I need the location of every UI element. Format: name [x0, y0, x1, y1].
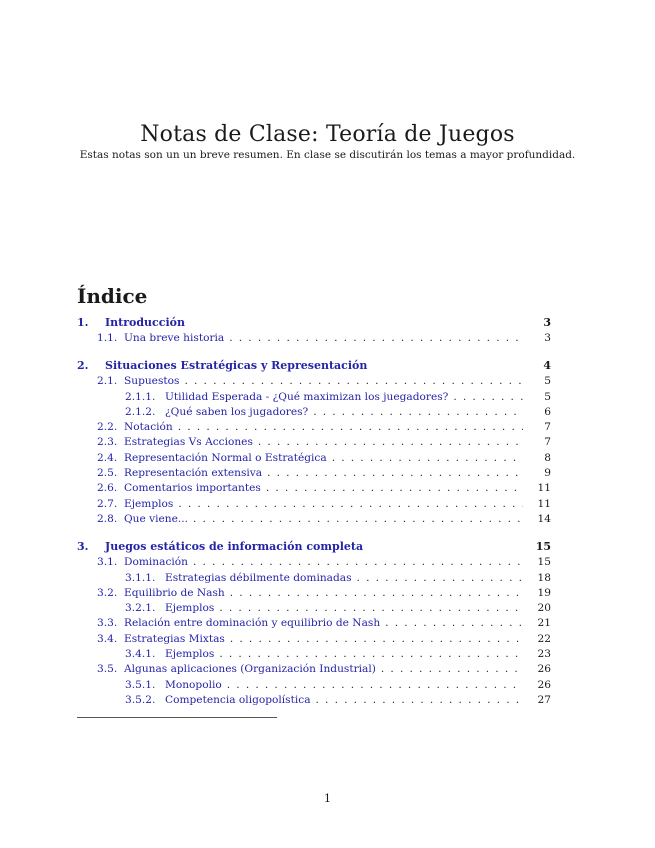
toc-page: 26 — [537, 663, 551, 676]
toc-page: 18 — [537, 571, 551, 584]
toc-page: 4 — [543, 359, 551, 373]
toc-label[interactable]: Estrategias débilmente dominadas — [165, 571, 352, 584]
toc-entry-2-3[interactable] — [77, 436, 551, 451]
toc-page: 20 — [537, 602, 551, 615]
toc-page: 11 — [537, 497, 551, 510]
toc-leader — [316, 694, 523, 706]
toc-page: 5 — [544, 375, 551, 388]
toc-page: 7 — [544, 421, 551, 434]
toc-page: 14 — [537, 512, 551, 525]
toc-leader — [193, 513, 523, 525]
toc-label[interactable]: Utilidad Esperada - ¿Qué maximizan los juegadores? — [165, 390, 449, 403]
toc-number: 3.1.1. — [125, 571, 156, 584]
toc-leader — [266, 482, 523, 494]
toc-entry-3-5-1[interactable] — [77, 679, 551, 694]
toc-label[interactable]: Estrategias Mixtas — [124, 632, 225, 645]
toc-leader — [219, 602, 523, 614]
toc-leader — [258, 436, 523, 448]
toc-heading: Índice — [77, 284, 148, 308]
toc-label[interactable]: Juegos estáticos de información completa — [105, 540, 364, 554]
toc-leader — [227, 679, 523, 691]
toc-page: 15 — [537, 556, 551, 569]
toc-label[interactable]: Representación Normal o Estratégica — [124, 451, 327, 464]
document-subtitle: Estas notas son un un breve resumen. En clase se discutirán los temas a mayor profundidad. — [79, 149, 576, 161]
toc-label[interactable]: Representación extensiva — [124, 467, 263, 480]
toc-section-1[interactable] — [77, 316, 551, 332]
toc-label[interactable]: Ejemplos — [165, 602, 215, 615]
toc-leader — [357, 572, 523, 584]
toc-entry-2-5[interactable] — [77, 467, 551, 482]
toc-number: 2.1. — [97, 375, 118, 388]
toc-entry-2-1[interactable] — [77, 375, 551, 390]
toc-label[interactable]: Relación entre dominación y equilibrio de Nash — [124, 617, 381, 630]
toc-number: 2.1.1. — [125, 390, 156, 403]
toc-number: 2.7. — [97, 497, 118, 510]
toc-section-2[interactable] — [77, 359, 551, 375]
toc-page: 23 — [537, 648, 551, 661]
toc-leader — [453, 391, 523, 403]
toc-number: 2.3. — [97, 436, 118, 449]
toc-entry-2-8[interactable] — [77, 513, 551, 528]
table-of-contents — [77, 316, 551, 709]
toc-page: 9 — [544, 467, 551, 480]
toc-number: 3.1. — [97, 556, 118, 569]
toc-entry-3-1[interactable] — [77, 556, 551, 571]
document-title: Notas de Clase: Teoría de Juegos — [140, 122, 515, 147]
toc-entry-3-5[interactable] — [77, 663, 551, 678]
toc-leader — [230, 633, 523, 645]
toc-entry-2-1-2[interactable] — [77, 406, 551, 421]
toc-page: 21 — [537, 617, 551, 630]
toc-number: 3.2.1. — [125, 602, 156, 615]
toc-label[interactable]: Algunas aplicaciones (Organización Industrial) — [124, 663, 376, 676]
page-number: 1 — [324, 792, 331, 805]
toc-leader — [332, 452, 523, 464]
toc-number: 2.4. — [97, 451, 118, 464]
toc-label[interactable]: Estrategias Vs Acciones — [124, 436, 253, 449]
toc-label[interactable]: Situaciones Estratégicas y Representación — [105, 359, 368, 373]
toc-page: 8 — [544, 451, 551, 464]
toc-number: 2.2. — [97, 421, 118, 434]
toc-label[interactable]: Equilibrio de Nash — [124, 586, 225, 599]
toc-entry-2-4[interactable] — [77, 452, 551, 467]
toc-label[interactable]: Notación — [124, 421, 173, 434]
toc-entry-1-1[interactable] — [77, 332, 551, 347]
toc-leader — [219, 648, 523, 660]
toc-page: 7 — [544, 436, 551, 449]
toc-entry-3-5-2[interactable] — [77, 694, 551, 709]
toc-number: 2.6. — [97, 482, 118, 495]
toc-label[interactable]: Que viene... — [124, 512, 188, 525]
toc-entry-3-4-1[interactable] — [77, 648, 551, 663]
toc-page: 5 — [544, 390, 551, 403]
toc-leader — [267, 467, 523, 479]
toc-page: 15 — [535, 540, 551, 554]
toc-entry-2-6[interactable] — [77, 482, 551, 497]
toc-label[interactable]: Ejemplos — [165, 648, 215, 661]
toc-number: 2.8. — [97, 512, 118, 525]
toc-page: 3 — [544, 332, 551, 344]
toc-number: 2.5. — [97, 467, 118, 480]
toc-section-3[interactable] — [77, 540, 551, 556]
toc-entry-3-3[interactable] — [77, 617, 551, 632]
toc-label[interactable]: Competencia oligopolística — [165, 693, 311, 706]
toc-label[interactable]: Dominación — [124, 556, 188, 569]
toc-number: 1.1. — [97, 332, 118, 344]
toc-leader — [385, 617, 523, 629]
toc-entry-3-2-1[interactable] — [77, 602, 551, 617]
toc-label[interactable]: Introducción — [105, 316, 185, 329]
toc-label[interactable]: Supuestos — [124, 375, 180, 388]
toc-number: 3.5.1. — [125, 678, 156, 691]
toc-leader — [381, 663, 523, 675]
toc-entry-2-2[interactable] — [77, 421, 551, 436]
toc-number: 3.3. — [97, 617, 118, 630]
toc-leader — [178, 421, 523, 433]
toc-number: 3.5. — [97, 663, 118, 676]
toc-number: 3.4.1. — [125, 648, 156, 661]
toc-number: 1. — [77, 316, 89, 329]
toc-page: 26 — [537, 678, 551, 691]
toc-leader — [313, 406, 523, 418]
toc-entry-3-1-1[interactable] — [77, 572, 551, 587]
toc-entry-2-7[interactable] — [77, 498, 551, 513]
toc-label[interactable]: Una breve historia — [124, 332, 225, 344]
toc-leader — [178, 498, 523, 510]
toc-number: 3.5.2. — [125, 693, 156, 706]
toc-leader — [184, 375, 523, 387]
toc-leader — [193, 556, 523, 568]
toc-number: 3.4. — [97, 632, 118, 645]
toc-number: 2. — [77, 359, 89, 373]
footnote-rule — [77, 717, 277, 718]
toc-page: 19 — [537, 586, 551, 599]
toc-leader — [229, 332, 523, 344]
toc-page: 6 — [544, 405, 551, 418]
toc-page: 22 — [537, 632, 551, 645]
toc-entry-3-2[interactable] — [77, 587, 551, 602]
toc-label[interactable]: Ejemplos — [124, 497, 174, 510]
toc-number: 3.2. — [97, 586, 118, 599]
toc-page: 27 — [537, 693, 551, 706]
toc-page: 3 — [543, 316, 551, 329]
toc-page: 11 — [537, 482, 551, 495]
toc-entry-3-4[interactable] — [77, 633, 551, 648]
toc-label[interactable]: ¿Qué saben los jugadores? — [165, 405, 309, 418]
toc-label[interactable]: Monopolio — [165, 678, 222, 691]
toc-number: 2.1.2. — [125, 405, 156, 418]
toc-number: 3. — [77, 540, 89, 554]
toc-label[interactable]: Comentarios importantes — [124, 482, 261, 495]
toc-entry-2-1-1[interactable] — [77, 391, 551, 406]
toc-leader — [230, 587, 523, 599]
